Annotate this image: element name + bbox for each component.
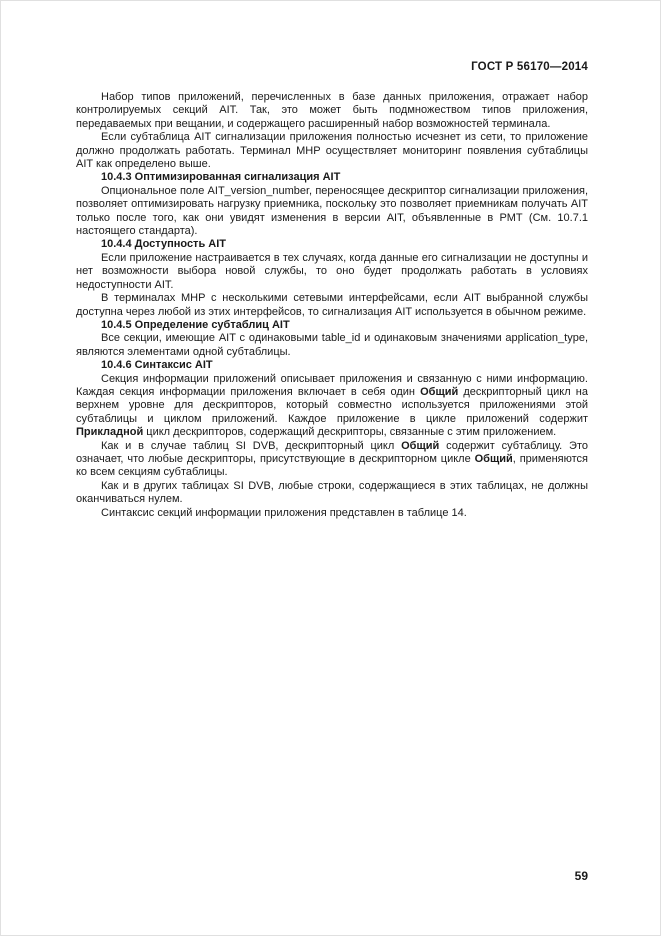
page-header xyxy=(76,61,588,73)
paragraph xyxy=(76,440,588,480)
text-run: , применяются ко всем секциям субтаблицы. xyxy=(76,452,589,479)
text-run: 10.4.6 Синтаксис AIT xyxy=(101,359,213,372)
section-heading xyxy=(76,171,588,184)
text-run: Секция информации приложений описывает приложения и связанную с ними информацию. Каждая секция информации приложения включает в себя один xyxy=(76,372,588,398)
paragraph xyxy=(76,332,588,359)
text-run: Набор типов приложений, перечисленных в базе данных приложения, отражает набор контролируемых секций AIT. Так, это может быть подмножеством типов приложения, передаваемых при вещании, и содержащего расширенный набор возможностей терминала. xyxy=(76,91,588,130)
text-run: Прикладной xyxy=(76,426,144,439)
paragraph xyxy=(76,480,588,507)
text-run: В терминалах MHP с несколькими сетевыми интерфейсами, если AIT выбранной службы доступна через любой из этих интерфейсов, то сигнализация AIT используется в обычном режиме. xyxy=(76,292,588,318)
text-run: Общий xyxy=(420,385,459,398)
document-number: ГОСТ Р 56170—2014 xyxy=(471,61,588,73)
section-heading xyxy=(76,238,588,251)
paragraph xyxy=(76,507,588,520)
paragraph xyxy=(76,185,588,239)
paragraph xyxy=(76,252,588,292)
page-footer xyxy=(76,869,588,883)
text-run: Все секции, имеющие AIT с одинаковыми table_id и одинаковым значениями application_type, являются элементами одной субтаблицы. xyxy=(76,332,588,358)
document-body xyxy=(76,91,588,520)
text-run: дескрипторный цикл на верхнем уровне для дескрипторов, который совместно используется приложениями этой субтаблицы и циклом приложений. Каждое приложение в цикле приложений содержит xyxy=(76,385,588,425)
text-run: 10.4.5 Определение субтаблиц AIT xyxy=(101,318,290,331)
text-run: Как и в других таблицах SI DVB, любые строки, содержащиеся в этих таблицах, не должны оканчиваться нулем. xyxy=(76,479,588,506)
paragraph xyxy=(76,373,588,440)
text-run: Если приложение настраивается в тех случаях, когда данные его сигнализации не доступны и нет возможности выбора новой службы, то оно будет продолжать работать в условиях недоступности AIT. xyxy=(76,251,588,291)
text-run: 10.4.4 Доступность AIT xyxy=(101,238,226,251)
page-number: 59 xyxy=(574,869,588,883)
text-run: 10.4.3 Оптимизированная сигнализация AIT xyxy=(101,171,341,184)
paragraph xyxy=(76,131,588,171)
section-heading xyxy=(76,359,588,372)
section-heading xyxy=(76,319,588,332)
text-run: Синтаксис секций информации приложения представлен в таблице 14. xyxy=(101,506,467,519)
text-run: содержит субтаблицу. Это означает, что любые дескрипторы, присутствующие в дескрипторном цикле xyxy=(76,439,588,465)
text-run: цикл дескрипторов, содержащий дескрипторы, связанные с этим приложением. xyxy=(143,426,557,439)
text-run: Общий xyxy=(401,439,440,452)
text-run: Общий xyxy=(474,452,513,465)
text-run: Если субтаблица AIT сигнализации приложения полностью исчезнет из сети, то приложение должно продолжать работать. Терминал MHP осуществляет мониторинг появления субтаблицы AIT как определено выше. xyxy=(76,131,588,171)
paragraph xyxy=(76,292,588,319)
text-run: Опциональное поле AIT_version_number, переносящее дескриптор сигнализации приложения, позволяет оптимизировать нагрузку приемника, поскольку это позволяет приемникам получать AIT только после того, как они увидят изменения в версии AIT, объявленные в РМТ (См. 10.7.1 настоящего стандарта). xyxy=(76,184,588,238)
paragraph xyxy=(76,91,588,131)
text-run: Как и в случае таблиц SI DVB, дескрипторный цикл xyxy=(101,439,402,452)
